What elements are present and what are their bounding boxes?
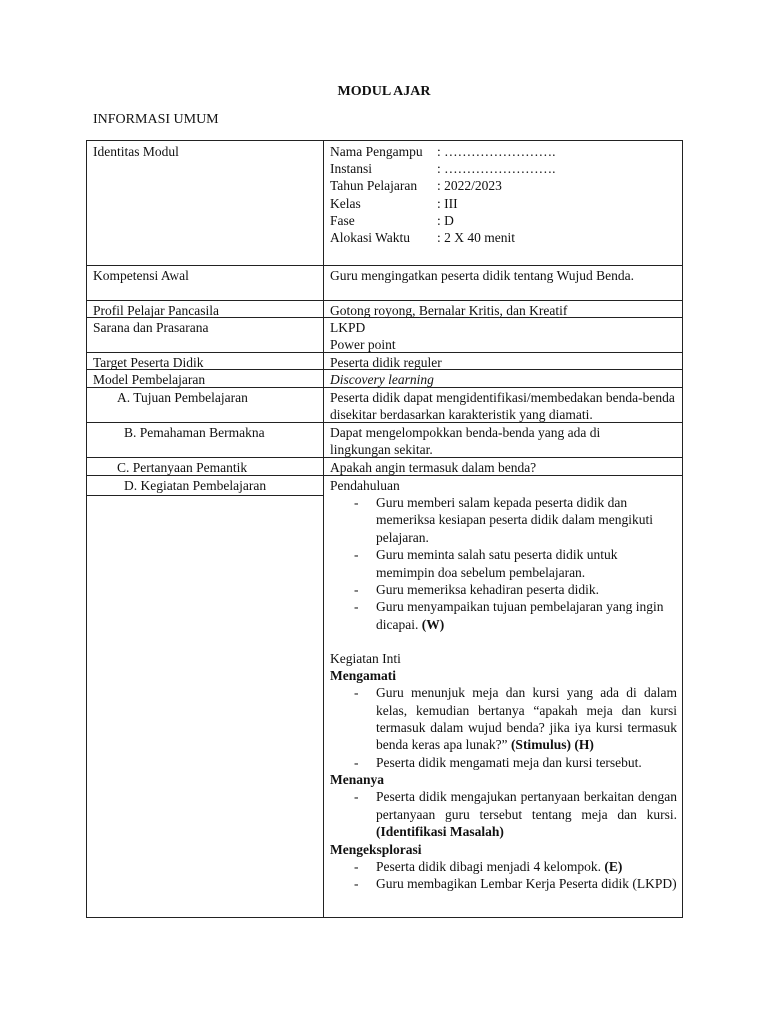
menanya-heading: Menanya [330,772,384,788]
kv-row-instansi: Instansi : ……………………. [330,161,556,177]
column-divider [323,141,324,917]
model-value: Discovery learning [330,372,434,387]
list-item: - Guru menyampaikan tujuan pembelajaran yang ingin dicapai. (W) [354,599,664,632]
pemahaman-value: Dapat mengelompokkan benda-benda yang ada di lingkungan sekitar. [330,425,601,457]
inti-heading: Kegiatan Inti [330,651,401,667]
identitas-label: Identitas Modul [93,144,179,159]
mengeksplorasi-heading: Mengeksplorasi [330,841,422,857]
section-heading: INFORMASI UMUM [93,112,219,127]
mengamati-heading: Mengamati [330,668,396,684]
profil-value: Gotong royong, Bernalar Kritis, dan Kreatif [330,303,568,318]
list-item: - Guru memeriksa kehadiran peserta didik. [354,582,600,598]
list-item: - Guru membagikan Lembar Kerja Peserta didik (LKPD) [354,875,677,891]
pertanyaan-value: Apakah angin termasuk dalam benda? [330,460,537,475]
page-title: MODUL AJAR [337,84,431,99]
kv-row-kelas: Kelas : III [330,195,458,211]
mengamati-list [330,684,677,771]
kompetensi-value: Guru mengingatkan peserta didik tentang Wujud Benda. [330,268,635,283]
identitas-rows [330,143,556,246]
kegiatan-content [330,477,677,892]
list-item: - Guru memberi salam kepada peserta didik dan memeriksa kesiapan peserta didik dalam mengikuti pelajaran. [354,495,654,545]
pendahuluan-list [330,494,677,633]
kv-row-fase: Fase : D [330,212,454,228]
model-label: Model Pembelajaran [93,372,206,387]
eksplorasi-list [330,858,677,893]
kv-row-alokasi: Alokasi Waktu : 2 X 40 menit [330,230,515,246]
list-item: - Peserta didik dibagi menjadi 4 kelompok. (E) [354,858,623,874]
kv-row-tahun: Tahun Pelajaran : 2022/2023 [330,178,502,194]
row-divider [87,495,323,496]
pertanyaan-label: C. Pertanyaan Pemantik [117,460,248,475]
menanya-list [330,788,677,840]
tujuan-label: A. Tujuan Pembelajaran [117,390,248,405]
sarana-value-1: LKPD [330,320,366,335]
list-item: - Guru menunjuk meja dan kursi yang ada di dalam kelas, kemudian bertanya “apakah meja dan kursi termasuk dalam wujud benda? jika iya kursi termasuk benda keras apa lunak?” (Stimulus) (H) [354,685,677,753]
profil-label: Profil Pelajar Pancasila [93,303,219,318]
list-item: - Guru meminta salah satu peserta didik untuk memimpin doa sebelum pembelajaran. [354,547,618,580]
list-item: - Peserta didik mengamati meja dan kursi tersebut. [354,754,642,770]
row-divider [87,265,682,266]
kegiatan-label: D. Kegiatan Pembelajaran [124,478,267,493]
kv-row-nama: Nama Pengampu : ……………………. [330,144,556,159]
target-value: Peserta didik reguler [330,355,442,370]
sarana-value-2: Power point [330,337,396,352]
row-divider [87,300,682,301]
sarana-label: Sarana dan Prasarana [93,320,209,335]
tujuan-value: Peserta didik dapat mengidentifikasi/membedakan benda-benda disekitar berdasarkan karakteristik yang diamati. [330,390,675,422]
pemahaman-label: B. Pemahaman Bermakna [124,425,265,440]
list-item: - Peserta didik mengajukan pertanyaan berkaitan dengan pertanyaan guru tersebut tentang meja dan kursi. (Identifikasi Masalah) [354,789,677,840]
info-table [86,140,683,918]
pendahuluan-heading: Pendahuluan [330,478,400,493]
kompetensi-label: Kompetensi Awal [93,268,189,283]
target-label: Target Peserta Didik [93,355,204,370]
